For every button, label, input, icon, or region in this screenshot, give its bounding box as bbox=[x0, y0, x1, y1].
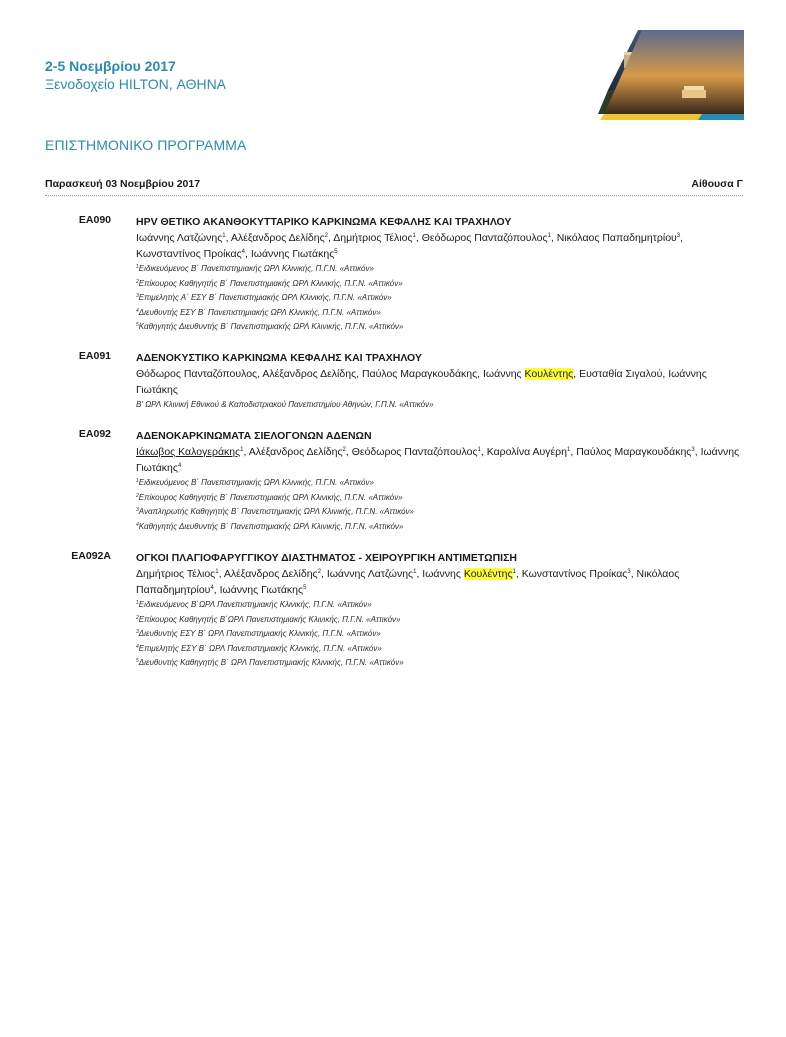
affiliation-mark: 1 bbox=[136, 264, 139, 270]
abstract-title: ΟΓΚΟΙ ΠΛΑΓΙΟΦΑΡΥΓΓΙΚΟΥ ΔΙΑΣΤΗΜΑΤΟΣ - ΧΕΙΡΟΥΡΓΙΚΗ ΑΝΤΙΜΕΤΩΠΙΣΗ bbox=[136, 552, 517, 564]
author-list: Ιάκωβος Καλογεράκης$^1$, Αλέξανδρος Δελίδης$^2$, Θεόδωρος Πανταζόπουλος$^1$, Καρολίνα Αυγέρη$^1$, Παύλος Μαραγκουδάκης$^3$, Ιωάννης Γιωτάκης$^4$ bbox=[136, 446, 740, 474]
author-affiliation-mark: 3 bbox=[676, 233, 681, 239]
author-list: Δημήτριος Τέλιος$^1$, Αλέξανδρος Δελίδης$^2$, Ιωάννης Λατζώνης$^1$, Ιωάννης Κουλέντης$^1$, Κωνσταντίνος Προίκας$^3$, Νικόλαος Παπαδημητρίου$^4$, Ιωάννης Γιωτάκης$^5$ bbox=[136, 568, 680, 596]
author-affiliation-mark: 1 bbox=[512, 569, 516, 575]
author-affiliation-mark: 1 bbox=[215, 569, 219, 575]
author-affiliation-mark: 1 bbox=[413, 569, 417, 575]
affiliation-line: $^4$Επιμελητής ΕΣΥ Β΄ ΩΡΛ Πανεπιστημιακής Κλινικής, Π.Γ.Ν. «Αττικόν» bbox=[136, 643, 382, 653]
session-day: Παρασκευή 03 Νοεμβρίου 2017 bbox=[45, 178, 201, 190]
affiliation-line: $^5$Διευθυντής Καθηγητής Β΄ ΩΡΛ Πανεπιστημιακής Κλινικής, Π.Γ.Ν. «Αττικόν» bbox=[136, 658, 404, 667]
affiliation-line: $^1$Ειδικευόμενος Β΄ΩΡΛ Πανεπιστημιακής Κλινικής, Π.Γ.Ν. «Αττικόν» bbox=[136, 600, 372, 609]
conference-banner-image bbox=[594, 28, 744, 120]
author-affiliation-mark: 1 bbox=[547, 233, 551, 239]
author-name: Αλέξανδρος Δελίδης bbox=[248, 446, 343, 458]
abstract-body bbox=[136, 428, 741, 534]
author-name: Κωνσταντίνος Προίκας bbox=[521, 568, 628, 580]
affiliation-line: $^1$Ειδικευόμενος Β΄ Πανεπιστημιακής ΩΡΛ Κλινικής, Π.Γ.Ν. «Αττικόν» bbox=[136, 264, 374, 273]
affiliation-mark: 4 bbox=[136, 643, 139, 650]
author-affiliation-mark: 4 bbox=[177, 463, 182, 469]
affiliation-mark: 2 bbox=[136, 492, 139, 499]
author-name: Ιωάννης Κουλέντης bbox=[422, 568, 513, 580]
affiliation-line: $^3$Επιμελητής Α΄ ΕΣΥ Β΄ Πανεπιστημιακής ΩΡΛ Κλινικής, Π.Γ.Ν. «Αττικόν» bbox=[136, 293, 392, 302]
author-affiliation-mark: 2 bbox=[342, 447, 346, 453]
author-name: Καρολίνα Αυγέρη bbox=[486, 446, 567, 458]
affiliation-mark: 3 bbox=[136, 507, 139, 513]
affiliation-mark: 2 bbox=[136, 278, 139, 285]
affiliation-line: $^4$Διευθυντής ΕΣΥ Β΄ Πανεπιστημιακής ΩΡΛ Κλινικής, Π.Γ.Ν. «Αττικόν» bbox=[136, 307, 381, 317]
author-affiliation-mark: 1 bbox=[477, 447, 481, 453]
highlighted-surname: Κουλέντης bbox=[524, 368, 574, 380]
abstract-code: ΕΑ091 bbox=[78, 350, 111, 362]
abstract-title: HPV ΘΕΤΙΚΟ ΑΚΑΝΘΟΚΥΤΤΑΡΙΚΟ ΚΑΡΚΙΝΩΜΑ ΚΕΦΑΛΗΣ ΚΑΙ ΤΡΑΧΗΛΟΥ bbox=[136, 216, 512, 228]
header-dates: 2-5 Νοεμβρίου 2017 bbox=[45, 58, 176, 74]
author-name: Δημήτριος Τέλιος bbox=[333, 232, 413, 244]
affiliation-mark: 5 bbox=[136, 658, 139, 664]
author-affiliation-mark: 5 bbox=[334, 249, 338, 255]
abstract-code: ΕΑ092 bbox=[78, 428, 111, 440]
abstract-title: ΑΔΕΝΟΚΥΣΤΙΚΟ ΚΑΡΚΙΝΩΜΑ ΚΕΦΑΛΗΣ ΚΑΙ ΤΡΑΧΗΛΟΥ bbox=[136, 352, 422, 364]
affiliation-line: $^2$Επίκουρος Καθηγητής Β΄ Πανεπιστημιακής ΩΡΛ Κλινικής, Π.Γ.Ν. «Αττικόν» bbox=[136, 492, 403, 502]
abstract-code: ΕΑ090 bbox=[78, 214, 111, 226]
author-name: Παύλος Μαραγκουδάκης bbox=[361, 368, 478, 380]
author-name: Αλέξανδρος Δελίδης bbox=[223, 568, 318, 580]
author-name: Παύλος Μαραγκουδάκης bbox=[576, 446, 692, 458]
author-name: Ιωάννης Γιωτάκης bbox=[250, 248, 335, 260]
author-name: Δημήτριος Τέλιος bbox=[136, 568, 216, 580]
author-name: Ευσταθία Σιγαλού bbox=[579, 368, 663, 380]
author-name: Θεόδωρος Πανταζόπουλος bbox=[351, 446, 478, 458]
author-name: Κωνσταντίνος Προίκας bbox=[136, 248, 242, 260]
affiliation-mark: 1 bbox=[136, 478, 139, 484]
abstract-body bbox=[136, 350, 741, 413]
author-name: Ιωάννης Λατζώνης bbox=[136, 232, 223, 244]
author-affiliation-mark: 2 bbox=[324, 233, 329, 239]
affiliation-line: $^3$Διευθυντής ΕΣΥ Β΄ ΩΡΛ Πανεπιστημιακής Κλινικής, Π.Γ.Ν. «Αττικόν» bbox=[136, 629, 381, 638]
affiliation-line: $^4$Καθηγητής Διευθυντής Β΄ Πανεπιστημιακής ΩΡΛ Κλινικής, Π.Γ.Ν. «Αττικόν» bbox=[136, 521, 404, 531]
author-name: Ιάκωβος Καλογεράκης bbox=[136, 446, 241, 458]
affiliation-line: $^2$Επίκουρος Καθηγητής Β΄ΩΡΛ Πανεπιστημιακής Κλινικής, Π.Γ.Ν. «Αττικόν» bbox=[136, 614, 401, 624]
author-name: Ιωάννης Κουλέντης bbox=[483, 368, 574, 380]
affiliation-mark: 3 bbox=[136, 293, 139, 299]
affiliation-mark: 4 bbox=[136, 521, 139, 528]
affiliation-mark: 1 bbox=[136, 600, 139, 606]
author-affiliation-mark: 2 bbox=[317, 569, 321, 575]
affiliation-mark: 5 bbox=[136, 322, 139, 328]
header-venue: Ξενοδοχείο HILTON, ΑΘΗΝΑ bbox=[45, 76, 227, 92]
abstract-body bbox=[136, 550, 741, 671]
author-name: Αλέξανδρος Δελίδης bbox=[262, 368, 357, 380]
abstract-code: ΕΑ092Α bbox=[71, 550, 111, 562]
affiliation-mark: 2 bbox=[136, 614, 139, 621]
affiliation-mark: 4 bbox=[136, 307, 139, 314]
author-affiliation-mark: 4 bbox=[210, 585, 214, 591]
author-affiliation-mark: 1 bbox=[412, 233, 416, 239]
abstract-title: ΑΔΕΝΟΚΑΡΚΙΝΩΜΑΤΑ ΣΙΕΛΟΓΟΝΩΝ ΑΔΕΝΩΝ bbox=[136, 430, 372, 442]
author-affiliation-mark: 1 bbox=[222, 233, 226, 239]
author-affiliation-mark: 5 bbox=[303, 585, 307, 591]
highlighted-surname: Κουλέντης bbox=[463, 568, 513, 580]
author-name: Ιωάννης Γιωτάκης bbox=[219, 584, 304, 596]
author-affiliation-mark: 3 bbox=[627, 569, 631, 575]
author-affiliation-mark: 4 bbox=[241, 249, 245, 255]
author-name: Ιωάννης Γιωτάκης bbox=[136, 446, 740, 474]
affiliation-line: $^5$Καθηγητής Διευθυντής Β΄ Πανεπιστημιακής ΩΡΛ Κλινικής, Π.Γ.Ν. «Αττικόν» bbox=[136, 322, 404, 331]
author-affiliation-mark: 1 bbox=[240, 447, 244, 453]
affiliation-line: $^3$Αναπληρωτής Καθηγητής Β΄ Πανεπιστημιακής ΩΡΛ Κλινικής, Π.Γ.Ν. «Αττικόν» bbox=[136, 507, 414, 516]
session-room: Αίθουσα Γ bbox=[691, 178, 743, 190]
author-affiliation-mark: 3 bbox=[691, 447, 695, 453]
program-title: ΕΠΙΣΤΗΜΟΝΙΚΟ ΠΡΟΓΡΑΜΜΑ bbox=[45, 137, 247, 153]
author-name: Θόδωρος Πανταζόπουλος bbox=[136, 368, 258, 380]
author-name: Ιωάννης Γιωτάκης bbox=[136, 368, 707, 396]
abstract-body bbox=[136, 214, 741, 335]
author-list: Θόδωρος Πανταζόπουλος, Αλέξανδρος Δελίδης, Παύλος Μαραγκουδάκης, Ιωάννης Κουλέντης, Ευσταθία Σιγαλού, Ιωάννης Γιωτάκης bbox=[136, 368, 707, 396]
author-name: Νικόλαος Παπαδημητρίου bbox=[556, 232, 677, 244]
author-affiliation-mark: 1 bbox=[567, 447, 571, 453]
affiliation-mark: 3 bbox=[136, 629, 139, 635]
author-name: Θεόδωρος Πανταζόπουλος bbox=[421, 232, 548, 244]
author-name: Νικόλαος Παπαδημητρίου bbox=[136, 568, 680, 596]
author-list: Ιωάννης Λατζώνης$^1$, Αλέξανδρος Δελίδης$^2$, Δημήτριος Τέλιος$^1$, Θεόδωρος Πανταζόπουλος$^1$, Νικόλαος Παπαδημητρίου$^3$, Κωνσταντίνος Προίκας$^4$, Ιωάννης Γιωτάκης$^5$ bbox=[136, 232, 684, 260]
author-name: Αλέξανδρος Δελίδης bbox=[230, 232, 325, 244]
author-name: Ιωάννης Λατζώνης bbox=[326, 568, 414, 580]
session-header bbox=[45, 178, 743, 196]
affiliation-line: $^1$Ειδικευόμενος Β΄ Πανεπιστημιακής ΩΡΛ Κλινικής, Π.Γ.Ν. «Αττικόν» bbox=[136, 478, 374, 487]
affiliation-line: Β' ΩΡΛ Κλινική Εθνικού & Καποδιστριακού Πανεπιστημίου Αθηνών, Γ.Π.Ν. «Αττικόν» bbox=[136, 400, 434, 409]
affiliation-line: $^2$Επίκουρος Καθηγητής Β΄ Πανεπιστημιακής ΩΡΛ Κλινικής, Π.Γ.Ν. «Αττικόν» bbox=[136, 278, 403, 288]
